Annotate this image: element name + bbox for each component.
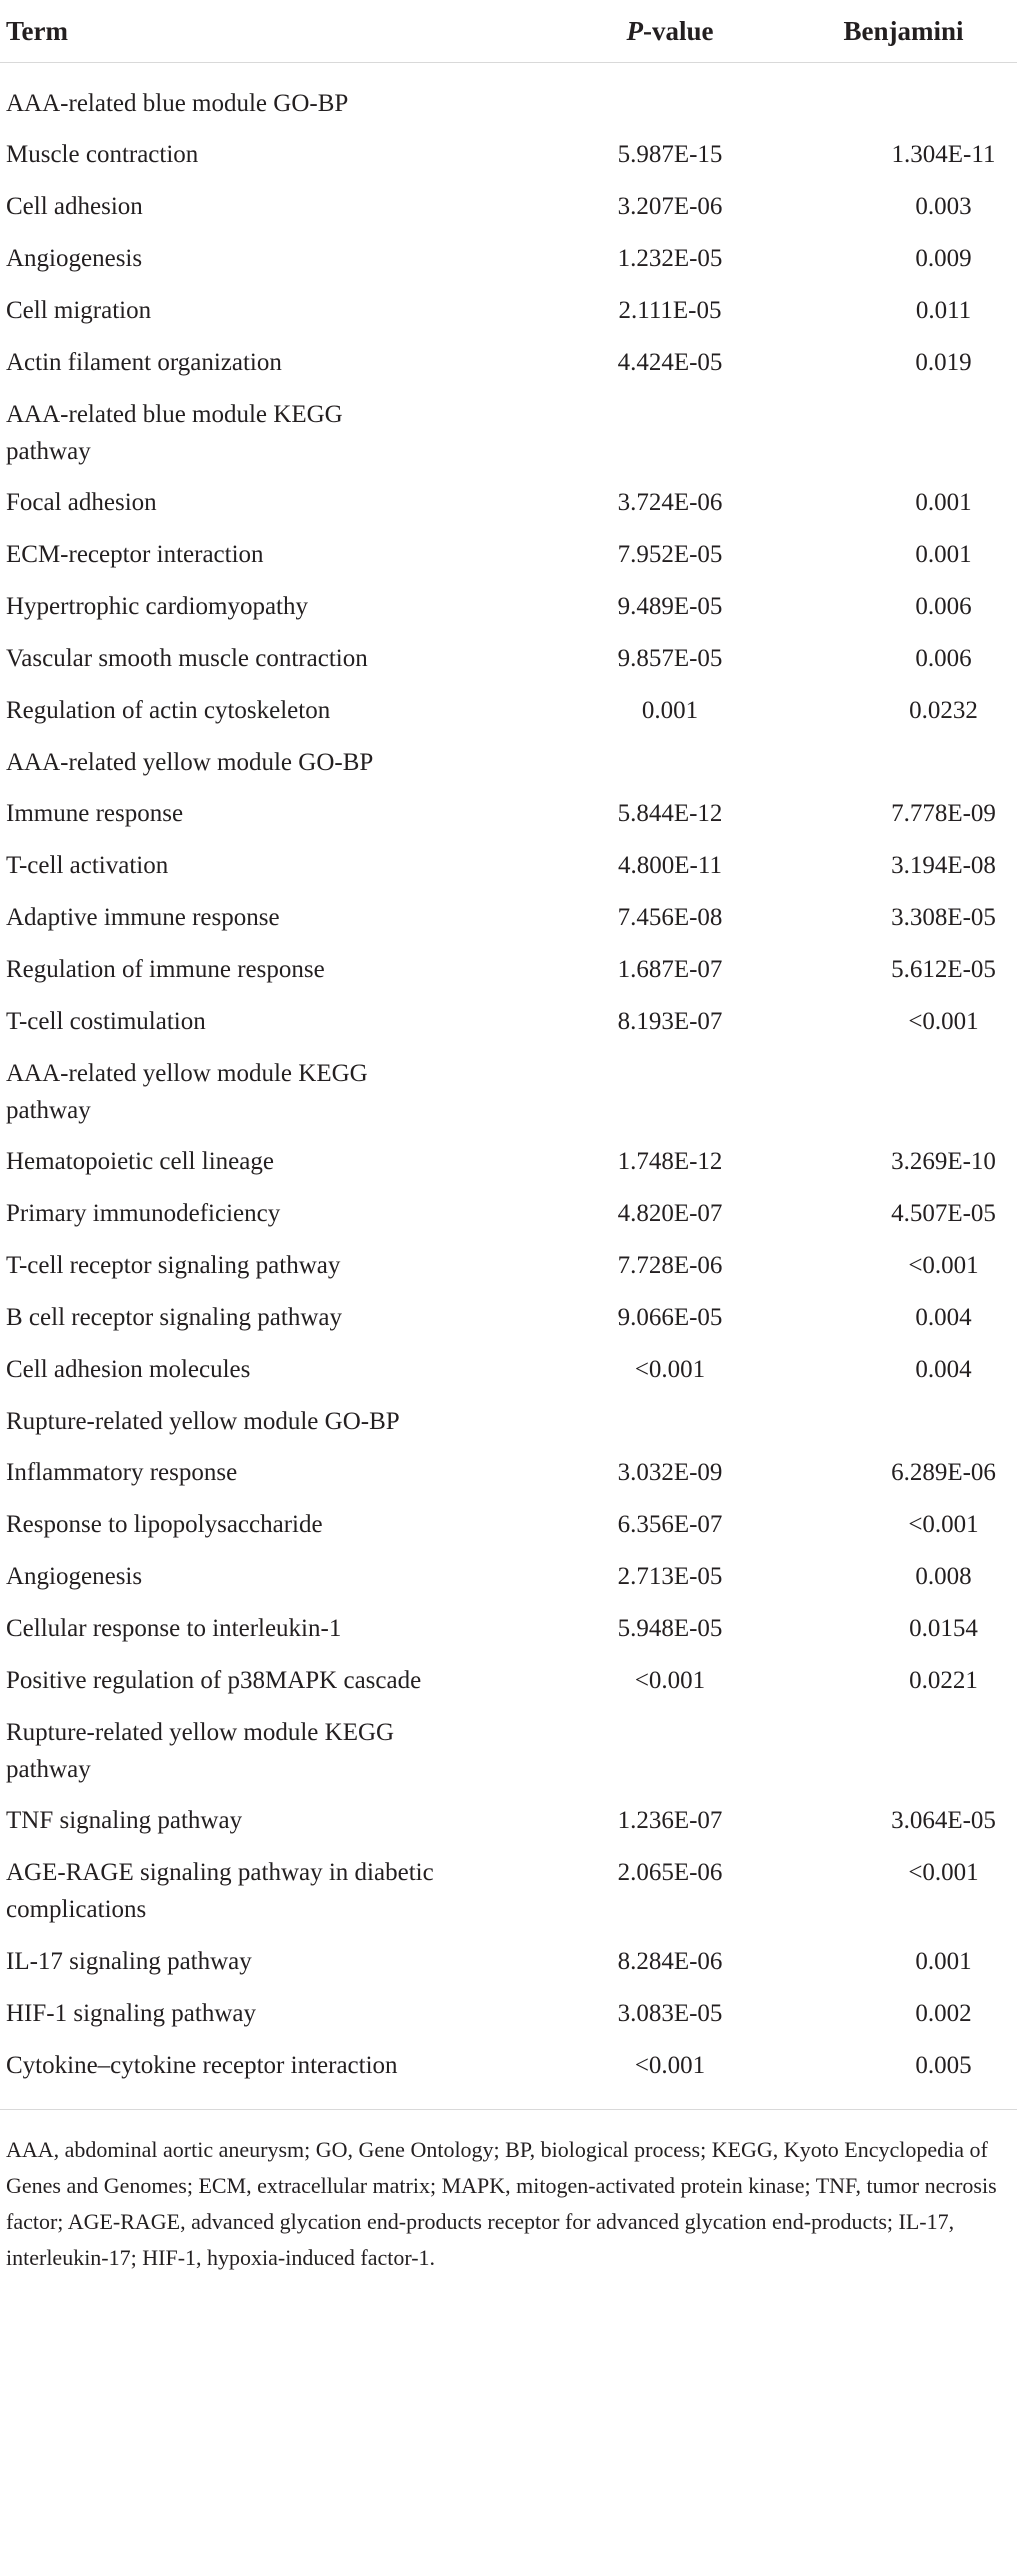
table-row xyxy=(0,588,1017,640)
section-row xyxy=(0,744,1017,795)
benjamini-cell: 0.008 xyxy=(915,1563,972,1590)
p-value-cell: 9.066E-05 xyxy=(617,1304,723,1331)
p-value-cell xyxy=(420,396,660,470)
benjamini-cell: 0.001 xyxy=(915,541,972,568)
table-row xyxy=(0,1351,1017,1403)
section-title: Rupture-related yellow module GO-BP xyxy=(6,1408,400,1435)
table-row xyxy=(0,136,1017,188)
benjamini-cell: 0.009 xyxy=(915,245,972,272)
table-row xyxy=(0,292,1017,344)
p-value-cell: <0.001 xyxy=(634,2052,706,2079)
section-row xyxy=(0,1403,1017,1454)
term-cell: Cell migration xyxy=(6,297,152,324)
p-value-cell xyxy=(420,1055,660,1129)
header-p-value xyxy=(520,16,760,47)
p-value-cell: 8.193E-07 xyxy=(617,1008,723,1035)
benjamini-cell xyxy=(660,85,917,122)
p-value-cell: 2.111E-05 xyxy=(618,297,722,324)
term-cell: Positive regulation of p38MAPK cascade xyxy=(6,1667,422,1694)
term-cell: HIF-1 signaling pathway xyxy=(6,2000,256,2027)
p-value-cell: 5.844E-12 xyxy=(617,800,723,827)
p-value-cell: 3.207E-06 xyxy=(617,193,723,220)
section-title: AAA-related yellow module KEGG pathway xyxy=(6,1060,368,1124)
term-cell: Adaptive immune response xyxy=(6,904,280,931)
table-body xyxy=(0,63,1017,2099)
term-cell: Immune response xyxy=(6,800,184,827)
p-value-cell: 5.948E-05 xyxy=(617,1615,723,1642)
table-row xyxy=(0,899,1017,951)
term-cell: Inflammatory response xyxy=(6,1459,238,1486)
term-cell: Hypertrophic cardiomyopathy xyxy=(6,593,308,620)
benjamini-cell: <0.001 xyxy=(908,1859,979,1886)
p-value-cell xyxy=(420,1403,660,1440)
table-footnote: AAA, abdominal aortic aneurysm; GO, Gene Ontology; BP, biological process; KEGG, Kyoto Encyclopedia of Genes and Genomes; ECM, extracellular matrix; MAPK, mitogen-activated protein kinase; TNF, tumor necrosis factor; AGE-RAGE, advanced glycation end-products receptor for advanced glycation end-products; IL-17, interleukin-17; HIF-1, hypoxia-induced factor-1. xyxy=(6,2137,997,2270)
section-row xyxy=(0,396,1017,484)
table-row xyxy=(0,640,1017,692)
p-value-cell: 9.489E-05 xyxy=(617,593,723,620)
benjamini-cell: <0.001 xyxy=(908,1008,979,1035)
benjamini-cell: 3.269E-10 xyxy=(891,1148,996,1175)
p-value-cell: 6.356E-07 xyxy=(617,1511,723,1538)
term-cell: Muscle contraction xyxy=(6,141,199,168)
section-row xyxy=(0,1714,1017,1802)
benjamini-cell: 1.304E-11 xyxy=(891,141,996,168)
table-row xyxy=(0,1003,1017,1055)
benjamini-cell: 0.002 xyxy=(915,2000,972,2027)
table-row xyxy=(0,344,1017,396)
term-cell: B cell receptor signaling pathway xyxy=(6,1304,342,1331)
p-value-cell: 5.987E-15 xyxy=(617,141,723,168)
p-value-cell: <0.001 xyxy=(634,1356,706,1383)
benjamini-cell: 0.001 xyxy=(915,1948,972,1975)
header-p-rest: -value xyxy=(643,15,714,46)
p-value-cell: 9.857E-05 xyxy=(617,645,723,672)
p-value-cell xyxy=(420,1714,660,1788)
benjamini-cell: 3.194E-08 xyxy=(891,852,996,879)
benjamini-cell: 0.001 xyxy=(915,489,972,516)
p-value-cell: 3.032E-09 xyxy=(617,1459,723,1486)
p-value-cell: 8.284E-06 xyxy=(617,1948,723,1975)
table-row xyxy=(0,1247,1017,1299)
section-title: AAA-related blue module KEGG pathway xyxy=(6,401,343,465)
term-cell: Focal adhesion xyxy=(6,489,157,516)
p-value-cell: 1.236E-07 xyxy=(617,1807,723,1834)
table-row xyxy=(0,1610,1017,1662)
section-title: AAA-related blue module GO-BP xyxy=(6,90,349,117)
table-row xyxy=(0,188,1017,240)
table-row xyxy=(0,1943,1017,1995)
term-cell: IL-17 signaling pathway xyxy=(6,1948,252,1975)
table-row xyxy=(0,692,1017,744)
p-value-cell xyxy=(420,85,660,122)
p-value-cell: 2.713E-05 xyxy=(617,1563,723,1590)
benjamini-cell: 0.0221 xyxy=(909,1667,978,1694)
section-row xyxy=(0,85,1017,136)
p-value-cell: 3.724E-06 xyxy=(617,489,723,516)
benjamini-cell: 3.308E-05 xyxy=(891,904,996,931)
table-row xyxy=(0,2047,1017,2099)
term-cell: Cytokine–cytokine receptor interaction xyxy=(6,2052,398,2079)
benjamini-cell: 6.289E-06 xyxy=(891,1459,996,1486)
term-cell: Cellular response to interleukin-1 xyxy=(6,1615,342,1642)
benjamini-cell: 0.011 xyxy=(915,297,972,324)
section-title: AAA-related yellow module GO-BP xyxy=(6,749,374,776)
term-cell: Hematopoietic cell lineage xyxy=(6,1148,274,1175)
benjamini-cell xyxy=(660,744,917,781)
table-row xyxy=(0,484,1017,536)
header-term: Term xyxy=(6,15,68,46)
table-row xyxy=(0,536,1017,588)
benjamini-cell: <0.001 xyxy=(908,1511,979,1538)
table-row xyxy=(0,1143,1017,1195)
term-cell: Cell adhesion xyxy=(6,193,143,220)
p-value-cell: 3.083E-05 xyxy=(617,2000,723,2027)
p-value-cell: 7.952E-05 xyxy=(617,541,723,568)
benjamini-cell: 4.507E-05 xyxy=(891,1200,996,1227)
p-value-cell: 1.687E-07 xyxy=(617,956,723,983)
table-row xyxy=(0,847,1017,899)
benjamini-cell: 0.003 xyxy=(915,193,972,220)
table-row xyxy=(0,1995,1017,2047)
p-value-cell: 4.424E-05 xyxy=(617,349,723,376)
table-row xyxy=(0,951,1017,1003)
term-cell: Regulation of actin cytoskeleton xyxy=(6,697,331,724)
p-value-cell: 4.800E-11 xyxy=(618,852,722,879)
benjamini-cell xyxy=(660,396,917,470)
term-cell: T-cell receptor signaling pathway xyxy=(6,1252,341,1279)
term-cell: Response to lipopolysaccharide xyxy=(6,1511,323,1538)
term-cell: Actin filament organization xyxy=(6,349,282,376)
p-value-cell: 0.001 xyxy=(641,697,699,724)
term-cell: T-cell costimulation xyxy=(6,1008,206,1035)
term-cell: Angiogenesis xyxy=(6,1563,143,1590)
benjamini-cell: 7.778E-09 xyxy=(891,800,996,827)
table-row xyxy=(0,1195,1017,1247)
section-title: Rupture-related yellow module KEGG pathway xyxy=(6,1719,395,1783)
benjamini-cell: 0.0154 xyxy=(909,1615,978,1642)
p-value-cell: 1.232E-05 xyxy=(617,245,723,272)
header-benjamini: Benjamini xyxy=(843,15,964,46)
p-value-cell: <0.001 xyxy=(634,1667,706,1694)
p-value-cell: 4.820E-07 xyxy=(617,1200,723,1227)
benjamini-cell: 5.612E-05 xyxy=(891,956,996,983)
term-cell: Primary immunodeficiency xyxy=(6,1200,281,1227)
term-cell: Cell adhesion molecules xyxy=(6,1356,251,1383)
table-row xyxy=(0,1506,1017,1558)
term-cell: TNF signaling pathway xyxy=(6,1807,243,1834)
benjamini-cell: <0.001 xyxy=(908,1252,979,1279)
term-cell: T-cell activation xyxy=(6,852,169,879)
table-row xyxy=(0,795,1017,847)
table-header-row xyxy=(0,0,1017,63)
table-row xyxy=(0,1454,1017,1506)
benjamini-cell xyxy=(660,1403,917,1440)
benjamini-cell xyxy=(660,1714,917,1788)
term-cell: Vascular smooth muscle contraction xyxy=(6,645,368,672)
benjamini-cell: 0.004 xyxy=(915,1356,972,1383)
table-row xyxy=(0,1299,1017,1351)
p-value-cell: 1.748E-12 xyxy=(617,1148,723,1175)
table-row xyxy=(0,1802,1017,1854)
benjamini-cell: 0.005 xyxy=(915,2052,972,2079)
section-row xyxy=(0,1055,1017,1143)
benjamini-cell xyxy=(660,1055,917,1129)
term-cell: ECM-receptor interaction xyxy=(6,541,264,568)
p-value-cell xyxy=(420,744,660,781)
benjamini-cell: 0.004 xyxy=(915,1304,972,1331)
benjamini-cell: 0.006 xyxy=(915,593,972,620)
p-value-cell: 2.065E-06 xyxy=(617,1859,723,1886)
benjamini-cell: 3.064E-05 xyxy=(891,1807,996,1834)
term-cell: Regulation of immune response xyxy=(6,956,325,983)
table-row xyxy=(0,1558,1017,1610)
table-row xyxy=(0,240,1017,292)
benjamini-cell: 0.0232 xyxy=(909,697,978,724)
benjamini-cell: 0.006 xyxy=(915,645,972,672)
p-value-cell: 7.728E-06 xyxy=(617,1252,723,1279)
p-value-cell: 7.456E-08 xyxy=(617,904,723,931)
header-p-italic: P xyxy=(626,15,643,46)
term-cell: AGE-RAGE signaling pathway in diabetic complications xyxy=(6,1859,434,1923)
benjamini-cell: 0.019 xyxy=(915,349,972,376)
term-cell: Angiogenesis xyxy=(6,245,143,272)
table-row xyxy=(0,1662,1017,1714)
table-row xyxy=(0,1854,1017,1943)
